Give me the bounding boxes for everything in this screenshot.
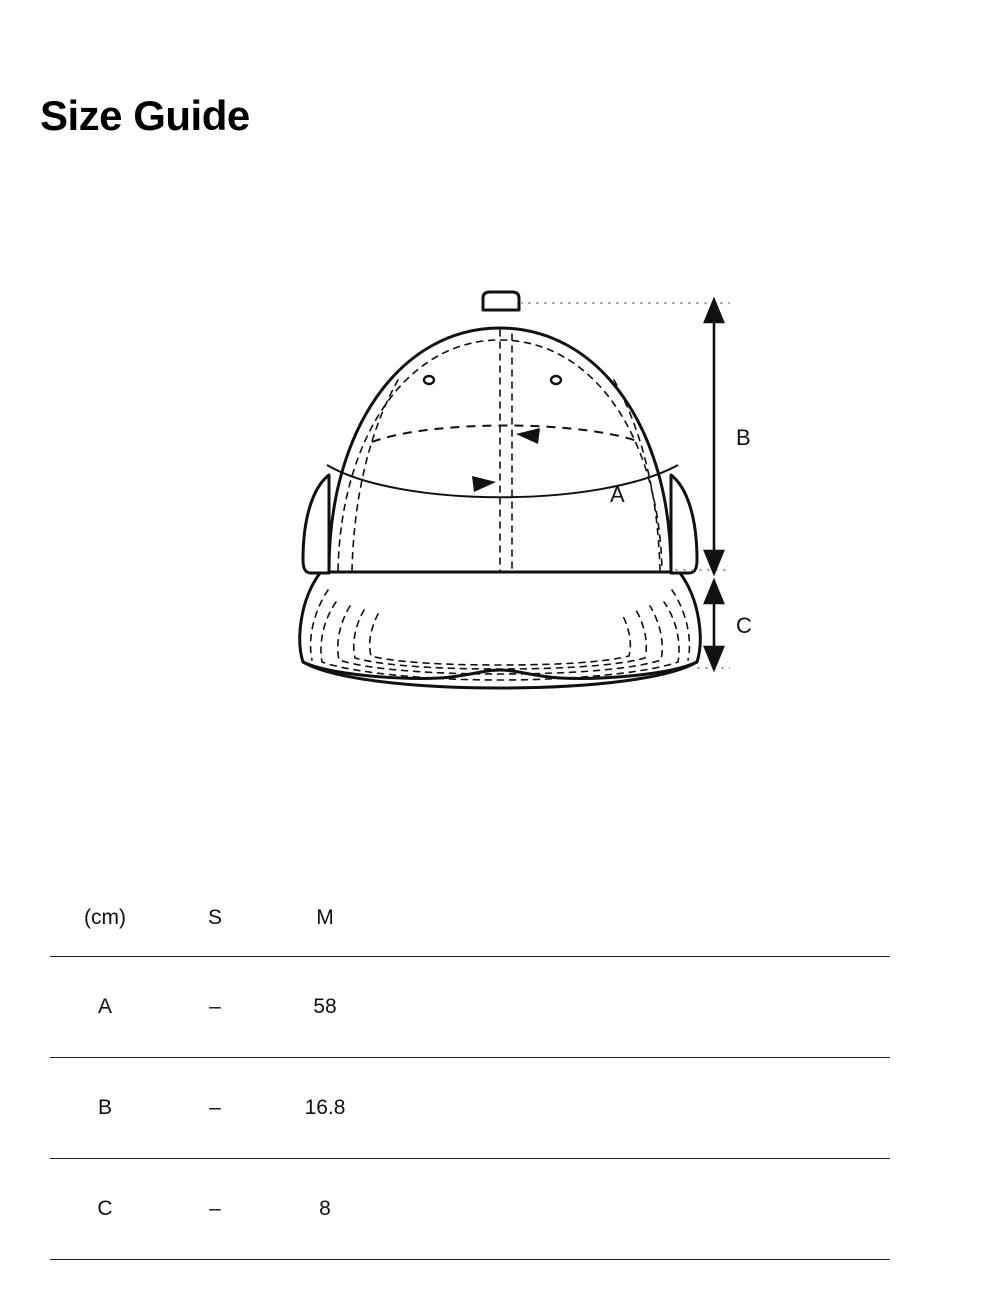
size-table-body: [50, 957, 890, 1260]
measure-a-back-arc: [372, 426, 640, 443]
row-a-value-s: –: [209, 995, 221, 1018]
eyelet-right-icon: [551, 376, 561, 384]
cap-left-side: [303, 475, 329, 573]
measure-a-front-arc: [327, 465, 678, 497]
table-header-row: [50, 880, 890, 957]
cap-button-icon: [483, 292, 519, 310]
crown-panel-seam-left: [352, 380, 398, 570]
table-row: [50, 1058, 890, 1159]
row-measure-a: A: [97, 995, 112, 1018]
row-measure-c: C: [97, 1197, 113, 1220]
measure-a-label: A: [610, 482, 625, 507]
measure-c-label: C: [736, 613, 752, 638]
row-c-value-m: 8: [319, 1197, 331, 1220]
eyelet-left-icon: [424, 376, 434, 384]
measure-a-arrowheads: [472, 428, 540, 492]
measure-b-arrow: [705, 300, 723, 573]
measure-b-label: B: [736, 425, 751, 450]
row-a-spacer: [380, 957, 890, 1058]
header-unit: (cm): [50, 880, 160, 957]
cap-measurement-diagram: [0, 270, 1000, 740]
cap-right-side: [671, 475, 697, 573]
row-c-value-s: –: [209, 1197, 221, 1220]
measure-c-arrow: [705, 581, 723, 669]
table-row: [50, 1159, 890, 1260]
table-row: [50, 957, 890, 1058]
size-table-head: [50, 880, 890, 957]
brim-stitch-2: [338, 606, 662, 674]
page-title: Size Guide: [40, 92, 250, 139]
row-c-spacer: [380, 1159, 890, 1260]
row-a-value-m: 58: [313, 995, 337, 1018]
row-b-spacer: [380, 1058, 890, 1159]
header-spacer: [380, 880, 890, 957]
row-measure-b: B: [97, 1096, 112, 1119]
row-b-value-m: 16.8: [304, 1096, 346, 1119]
size-table-wrapper: [50, 880, 890, 1260]
brim-stitch-4: [370, 614, 631, 665]
header-size-s: S: [160, 880, 270, 957]
header-size-m: M: [270, 880, 380, 957]
row-b-value-s: –: [209, 1096, 221, 1119]
size-table: [50, 880, 890, 1260]
